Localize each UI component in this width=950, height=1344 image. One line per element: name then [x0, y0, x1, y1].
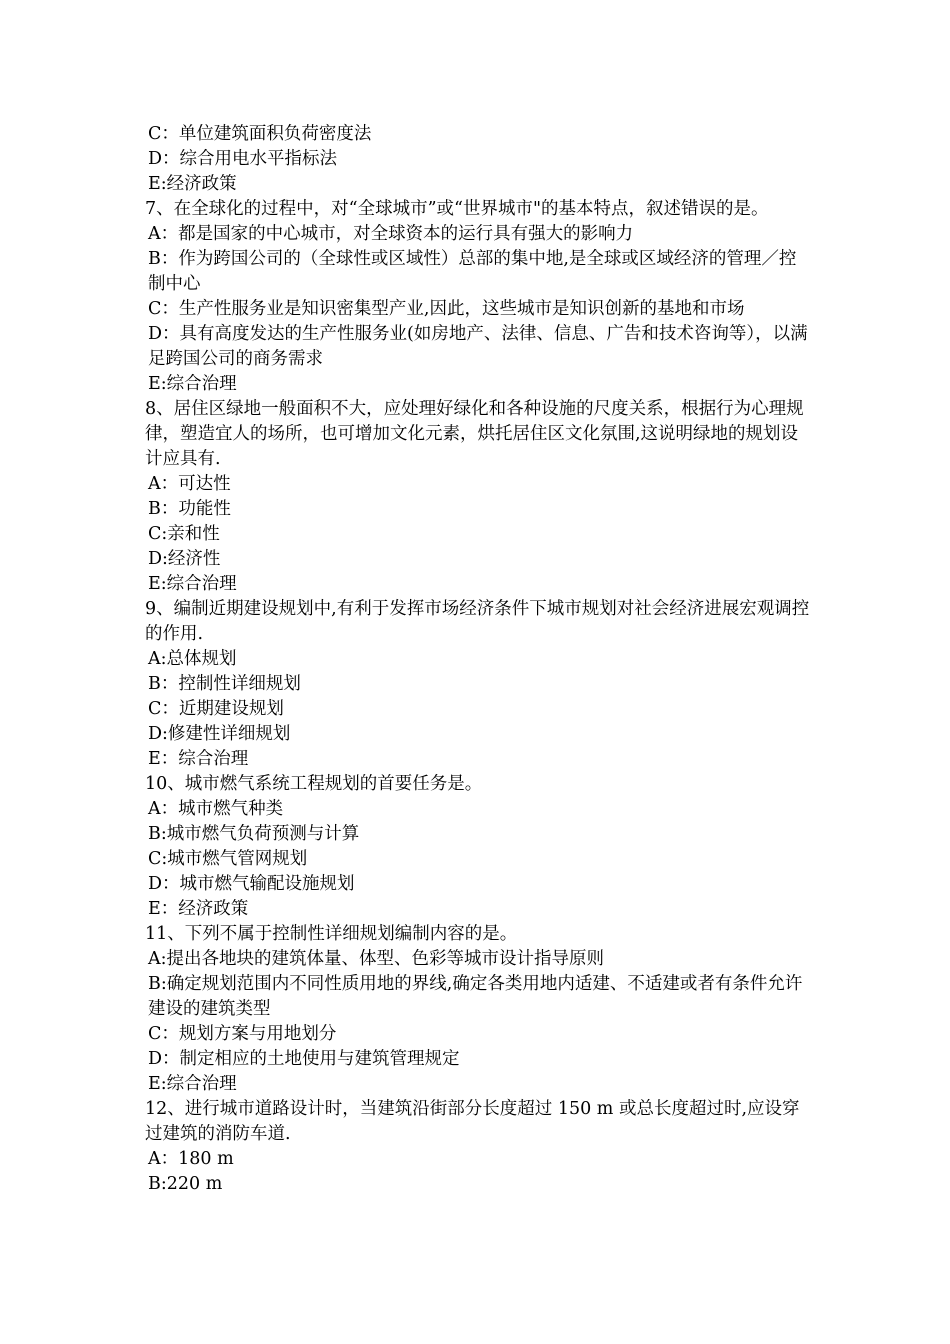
- question-10: 10、城市燃气系统工程规划的首要任务是。: [145, 774, 483, 794]
- question-8: 8、居住区绿地一般面积不大，应处理好绿化和各种设施的尺度关系，根据行为心理规律，塑造宜人的场所，也可增加文化元素，烘托居住区文化氛围,这说明绿地的规划设计应具有.: [145, 399, 804, 469]
- option-line: D:经济性: [148, 549, 221, 569]
- document-body: [145, 122, 810, 1197]
- option-line: B：作为跨国公司的（全球性或区域性）总部的集中地,是全球或区域经济的管理／控制中心: [148, 249, 797, 294]
- option-line: E:综合治理: [148, 574, 237, 594]
- option-line: A:总体规划: [148, 649, 237, 669]
- option-line: D：制定相应的土地使用与建筑管理规定: [148, 1049, 460, 1069]
- option-line: C：生产性服务业是知识密集型产业,因此，这些城市是知识创新的基地和市场: [148, 299, 745, 319]
- option-line: D:修建性详细规划: [148, 724, 291, 744]
- option-line: C:城市燃气管网规划: [148, 849, 308, 869]
- option-line: D：具有高度发达的生产性服务业(如房地产、法律、信息、广告和技术咨询等），以满足跨国公司的商务需求: [148, 324, 808, 369]
- option-line: E:经济政策: [148, 174, 237, 194]
- option-line: A：城市燃气种类: [148, 799, 284, 819]
- option-line: D：城市燃气输配设施规划: [148, 874, 355, 894]
- option-line: A：180 m: [148, 1149, 234, 1169]
- option-line: E:综合治理: [148, 374, 237, 394]
- option-line: B:220 m: [148, 1174, 223, 1194]
- option-line: B：功能性: [148, 499, 231, 519]
- option-line: A：都是国家的中心城市，对全球资本的运行具有强大的影响力: [148, 224, 634, 244]
- option-line: C：近期建设规划: [148, 699, 284, 719]
- option-line: E：综合治理: [148, 749, 249, 769]
- option-line: E：经济政策: [148, 899, 249, 919]
- question-9: 9、编制近期建设规划中,有利于发挥市场经济条件下城市规划对社会经济进展宏观调控的作用.: [145, 599, 810, 644]
- option-line: C：规划方案与用地划分: [148, 1024, 337, 1044]
- question-11: 11、下列不属于控制性详细规划编制内容的是。: [145, 924, 518, 944]
- option-line: A：可达性: [148, 474, 231, 494]
- option-line: B：控制性详细规划: [148, 674, 301, 694]
- option-line: C:亲和性: [148, 524, 220, 544]
- option-line: D：综合用电水平指标法: [148, 149, 338, 169]
- question-12: 12、进行城市道路设计时，当建筑沿街部分长度超过 150 m 或总长度超过时,应设穿过建筑的消防车道.: [145, 1099, 800, 1144]
- question-7: 7、在全球化的过程中，对“全球城市”或“世界城市"的基本特点，叙述错误的是。: [145, 199, 769, 219]
- option-line: A:提出各地块的建筑体量、体型、色彩等城市设计指导原则: [148, 949, 605, 969]
- option-line: B:城市燃气负荷预测与计算: [148, 824, 360, 844]
- option-line: C：单位建筑面积负荷密度法: [148, 124, 372, 144]
- option-line: E:综合治理: [148, 1074, 237, 1094]
- option-line: B:确定规划范围内不同性质用地的界线,确定各类用地内适建、不适建或者有条件允许建设的建筑类型: [148, 974, 803, 1019]
